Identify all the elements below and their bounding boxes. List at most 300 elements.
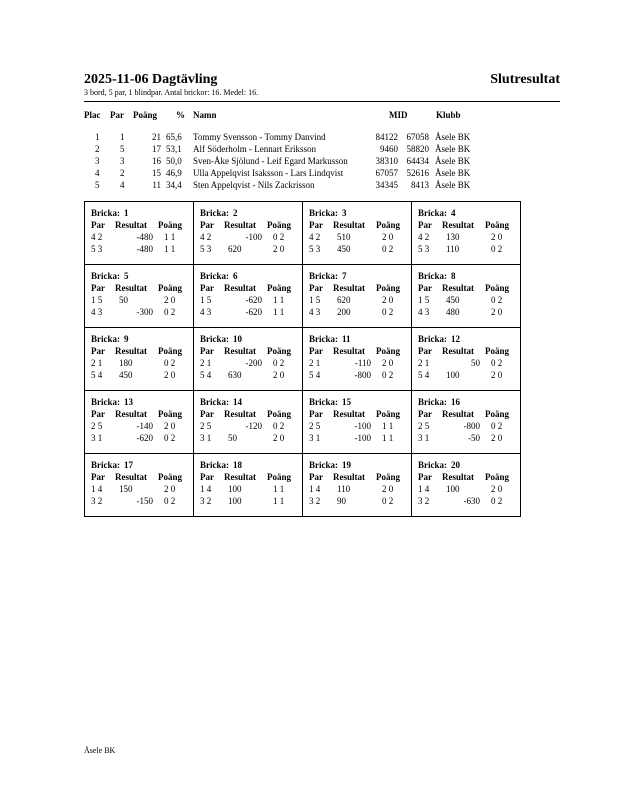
board-row-ew-result: -800 bbox=[463, 421, 480, 431]
footer-club: Åsele BK bbox=[84, 746, 116, 755]
board-row-par: 5 4 bbox=[309, 370, 321, 380]
result-par: 1 bbox=[120, 132, 125, 142]
result-par: 5 bbox=[120, 144, 125, 154]
result-mid-2: 67058 bbox=[406, 132, 429, 142]
board-col-poang: Poäng bbox=[267, 346, 292, 356]
board-number: 13 bbox=[124, 397, 133, 407]
board-row-par: 4 3 bbox=[418, 307, 430, 317]
board-label: Bricka: bbox=[91, 460, 120, 470]
board-row-par: 1 5 bbox=[309, 295, 321, 305]
board-row-par: 1 5 bbox=[91, 295, 103, 305]
board-row-ns-result: 130 bbox=[446, 232, 460, 242]
results-row bbox=[0, 168, 644, 180]
result-mid-2: 52616 bbox=[406, 168, 429, 178]
board-number: 7 bbox=[342, 271, 347, 281]
board-row-poang: 1 1 bbox=[164, 232, 176, 242]
result-mid-1: 38310 bbox=[375, 156, 398, 166]
board-card-10 bbox=[194, 328, 303, 391]
board-row-poang: 2 0 bbox=[164, 295, 176, 305]
result-pct: 53,1 bbox=[166, 144, 182, 154]
board-number: 5 bbox=[124, 271, 129, 281]
board-row-par: 5 4 bbox=[200, 370, 212, 380]
board-title bbox=[309, 208, 347, 218]
board-card-5 bbox=[85, 265, 194, 328]
result-mid-2: 8413 bbox=[411, 180, 429, 190]
board-col-par: Par bbox=[91, 409, 105, 419]
board-row-par: 4 2 bbox=[309, 232, 321, 242]
board-row-poang: 1 1 bbox=[164, 244, 176, 254]
board-col-resultat: Resultat bbox=[333, 346, 365, 356]
col-header-plac: Plac bbox=[84, 110, 101, 120]
board-card-12 bbox=[412, 328, 521, 391]
board-title bbox=[91, 208, 129, 218]
board-number: 8 bbox=[451, 271, 456, 281]
board-row-poang: 2 0 bbox=[491, 232, 503, 242]
board-card-20 bbox=[412, 454, 521, 517]
result-mid-2: 58820 bbox=[406, 144, 429, 154]
board-card-6 bbox=[194, 265, 303, 328]
result-poang: 17 bbox=[152, 144, 161, 154]
board-row-ew-result: -100 bbox=[354, 421, 371, 431]
board-title bbox=[309, 334, 351, 344]
board-row-ns-result: 620 bbox=[228, 244, 242, 254]
board-col-poang: Poäng bbox=[158, 409, 183, 419]
board-row-ns-result: 180 bbox=[119, 358, 133, 368]
board-row-ns-result: 450 bbox=[119, 370, 133, 380]
board-col-par: Par bbox=[309, 283, 323, 293]
results-row bbox=[0, 144, 644, 156]
board-col-poang: Poäng bbox=[267, 409, 292, 419]
board-title bbox=[91, 397, 133, 407]
board-row-par: 4 3 bbox=[309, 307, 321, 317]
board-number: 14 bbox=[233, 397, 242, 407]
result-par: 2 bbox=[120, 168, 125, 178]
board-row-ns-result: 200 bbox=[337, 307, 351, 317]
result-mid-1: 9460 bbox=[380, 144, 398, 154]
board-row-ew-result: -800 bbox=[354, 370, 371, 380]
board-row-poang: 1 1 bbox=[382, 421, 394, 431]
board-row-par: 2 1 bbox=[200, 358, 212, 368]
board-col-poang: Poäng bbox=[376, 472, 401, 482]
board-row-poang: 0 2 bbox=[382, 244, 394, 254]
board-col-resultat: Resultat bbox=[115, 220, 147, 230]
board-row-ew-result: -300 bbox=[136, 307, 153, 317]
board-card-2 bbox=[194, 202, 303, 265]
result-plac: 2 bbox=[95, 144, 100, 154]
results-row bbox=[0, 156, 644, 168]
board-row-par: 4 3 bbox=[200, 307, 212, 317]
board-row-ns-result: 50 bbox=[228, 433, 237, 443]
board-card-1 bbox=[85, 202, 194, 265]
result-name: Sten Appelqvist - Nils Zackrisson bbox=[193, 180, 315, 190]
board-label: Bricka: bbox=[200, 334, 229, 344]
board-row-ew-result: -480 bbox=[136, 232, 153, 242]
board-col-par: Par bbox=[418, 283, 432, 293]
board-row-ew-result: -110 bbox=[354, 358, 371, 368]
board-col-poang: Poäng bbox=[376, 283, 401, 293]
result-poang: 11 bbox=[152, 180, 161, 190]
board-row-poang: 2 0 bbox=[164, 421, 176, 431]
board-label: Bricka: bbox=[200, 460, 229, 470]
board-row-ns-result: 510 bbox=[337, 232, 351, 242]
board-col-poang: Poäng bbox=[485, 409, 510, 419]
board-row-par: 1 5 bbox=[418, 295, 430, 305]
board-col-resultat: Resultat bbox=[115, 346, 147, 356]
board-number: 17 bbox=[124, 460, 133, 470]
result-name: Sven-Åke Sjölund - Leif Egard Markusson bbox=[193, 156, 348, 166]
board-row-poang: 1 1 bbox=[273, 496, 285, 506]
board-row-ew-result: -50 bbox=[468, 433, 480, 443]
result-poang: 16 bbox=[152, 156, 161, 166]
board-col-par: Par bbox=[418, 472, 432, 482]
board-col-resultat: Resultat bbox=[224, 220, 256, 230]
board-row-ns-result: 100 bbox=[446, 484, 460, 494]
board-col-poang: Poäng bbox=[376, 220, 401, 230]
col-header-mid: MID bbox=[389, 110, 408, 120]
board-label: Bricka: bbox=[418, 334, 447, 344]
board-row-ns-result: 480 bbox=[446, 307, 460, 317]
board-title bbox=[418, 271, 456, 281]
result-pct: 34,4 bbox=[166, 180, 182, 190]
board-col-poang: Poäng bbox=[158, 220, 183, 230]
board-title bbox=[309, 397, 351, 407]
board-title bbox=[418, 460, 460, 470]
board-card-15 bbox=[303, 391, 412, 454]
board-row-ns-result: 110 bbox=[337, 484, 351, 494]
result-poang: 15 bbox=[152, 168, 161, 178]
board-row-par: 5 3 bbox=[309, 244, 321, 254]
board-row-ew-result: -120 bbox=[245, 421, 262, 431]
board-row-ew-result: -140 bbox=[136, 421, 153, 431]
board-card-18 bbox=[194, 454, 303, 517]
board-col-poang: Poäng bbox=[485, 283, 510, 293]
board-row-par: 4 2 bbox=[200, 232, 212, 242]
board-col-resultat: Resultat bbox=[115, 472, 147, 482]
board-col-par: Par bbox=[309, 346, 323, 356]
event-summary: 3 bord, 5 par, 1 blindpar. Antal brickor: 16. Medel: 16. bbox=[84, 88, 259, 97]
header-divider bbox=[84, 101, 560, 102]
board-row-ew-result: 50 bbox=[471, 358, 480, 368]
board-col-resultat: Resultat bbox=[333, 409, 365, 419]
result-poang: 21 bbox=[152, 132, 161, 142]
board-title bbox=[91, 460, 133, 470]
result-plac: 4 bbox=[95, 168, 100, 178]
board-col-par: Par bbox=[418, 409, 432, 419]
board-card-17 bbox=[85, 454, 194, 517]
board-col-par: Par bbox=[91, 472, 105, 482]
board-row-poang: 1 1 bbox=[382, 433, 394, 443]
board-row-poang: 0 2 bbox=[491, 421, 503, 431]
result-pct: 50,0 bbox=[166, 156, 182, 166]
board-row-poang: 0 2 bbox=[164, 358, 176, 368]
board-number: 9 bbox=[124, 334, 129, 344]
board-label: Bricka: bbox=[309, 397, 338, 407]
board-row-par: 5 4 bbox=[418, 370, 430, 380]
board-card-16 bbox=[412, 391, 521, 454]
board-row-ns-result: 110 bbox=[446, 244, 460, 254]
board-row-par: 2 1 bbox=[418, 358, 430, 368]
board-col-poang: Poäng bbox=[158, 472, 183, 482]
board-title bbox=[418, 208, 456, 218]
board-row-poang: 2 0 bbox=[164, 370, 176, 380]
board-col-par: Par bbox=[200, 346, 214, 356]
board-row-par: 5 3 bbox=[418, 244, 430, 254]
board-number: 10 bbox=[233, 334, 242, 344]
board-col-par: Par bbox=[200, 472, 214, 482]
board-title bbox=[418, 334, 460, 344]
board-col-poang: Poäng bbox=[376, 409, 401, 419]
board-card-13 bbox=[85, 391, 194, 454]
results-row bbox=[0, 132, 644, 144]
board-label: Bricka: bbox=[418, 397, 447, 407]
board-row-par: 3 1 bbox=[91, 433, 103, 443]
board-col-resultat: Resultat bbox=[333, 472, 365, 482]
page-title: 2025-11-06 Dagtävling bbox=[84, 72, 218, 87]
board-col-poang: Poäng bbox=[158, 283, 183, 293]
board-col-poang: Poäng bbox=[158, 346, 183, 356]
board-label: Bricka: bbox=[418, 460, 447, 470]
board-col-par: Par bbox=[91, 283, 105, 293]
board-col-poang: Poäng bbox=[485, 346, 510, 356]
board-row-poang: 0 2 bbox=[273, 421, 285, 431]
result-type-title: Slutresultat bbox=[490, 72, 560, 87]
board-row-ns-result: 150 bbox=[119, 484, 133, 494]
board-card-3 bbox=[303, 202, 412, 265]
board-row-ns-result: 450 bbox=[446, 295, 460, 305]
board-row-ew-result: -100 bbox=[245, 232, 262, 242]
board-col-par: Par bbox=[418, 220, 432, 230]
col-header-pct: % bbox=[176, 110, 185, 120]
board-row-poang: 2 0 bbox=[273, 433, 285, 443]
board-row-poang: 0 2 bbox=[491, 244, 503, 254]
board-row-par: 2 5 bbox=[418, 421, 430, 431]
board-title bbox=[91, 334, 129, 344]
board-row-par: 2 5 bbox=[91, 421, 103, 431]
board-title bbox=[200, 460, 242, 470]
board-col-poang: Poäng bbox=[485, 472, 510, 482]
result-plac: 5 bbox=[95, 180, 100, 190]
board-label: Bricka: bbox=[309, 208, 338, 218]
board-number: 15 bbox=[342, 397, 351, 407]
board-number: 18 bbox=[233, 460, 242, 470]
board-number: 1 bbox=[124, 208, 129, 218]
board-col-resultat: Resultat bbox=[442, 220, 474, 230]
board-row-poang: 2 0 bbox=[382, 484, 394, 494]
board-number: 20 bbox=[451, 460, 460, 470]
board-row-par: 3 1 bbox=[418, 433, 430, 443]
board-label: Bricka: bbox=[91, 271, 120, 281]
board-row-par: 3 1 bbox=[309, 433, 321, 443]
board-col-par: Par bbox=[200, 283, 214, 293]
board-label: Bricka: bbox=[309, 460, 338, 470]
board-row-poang: 2 0 bbox=[382, 232, 394, 242]
board-row-par: 4 2 bbox=[418, 232, 430, 242]
boards-grid bbox=[84, 201, 521, 517]
board-title bbox=[200, 397, 242, 407]
board-row-par: 2 1 bbox=[91, 358, 103, 368]
board-row-ns-result: 100 bbox=[446, 370, 460, 380]
board-row-ns-result: 450 bbox=[337, 244, 351, 254]
board-col-resultat: Resultat bbox=[224, 283, 256, 293]
board-label: Bricka: bbox=[200, 397, 229, 407]
board-number: 2 bbox=[233, 208, 238, 218]
board-row-par: 1 4 bbox=[91, 484, 103, 494]
board-label: Bricka: bbox=[309, 334, 338, 344]
board-number: 16 bbox=[451, 397, 460, 407]
board-title bbox=[200, 208, 238, 218]
board-row-poang: 2 0 bbox=[382, 295, 394, 305]
board-row-par: 3 2 bbox=[309, 496, 321, 506]
board-row-par: 2 5 bbox=[200, 421, 212, 431]
board-col-resultat: Resultat bbox=[224, 346, 256, 356]
board-card-19 bbox=[303, 454, 412, 517]
result-pct: 65,6 bbox=[166, 132, 182, 142]
board-row-ew-result: -620 bbox=[245, 307, 262, 317]
board-card-8 bbox=[412, 265, 521, 328]
board-row-poang: 2 0 bbox=[382, 358, 394, 368]
board-col-par: Par bbox=[418, 346, 432, 356]
result-club: Åsele BK bbox=[435, 156, 471, 166]
board-label: Bricka: bbox=[91, 334, 120, 344]
board-row-par: 4 2 bbox=[91, 232, 103, 242]
board-col-resultat: Resultat bbox=[442, 409, 474, 419]
board-row-poang: 0 2 bbox=[164, 307, 176, 317]
board-col-resultat: Resultat bbox=[224, 409, 256, 419]
board-row-poang: 2 0 bbox=[491, 370, 503, 380]
board-row-poang: 1 1 bbox=[273, 295, 285, 305]
board-row-ns-result: 100 bbox=[228, 496, 242, 506]
result-name: Tommy Svensson - Tommy Danvind bbox=[193, 132, 326, 142]
board-row-ew-result: -620 bbox=[136, 433, 153, 443]
board-row-ew-result: -620 bbox=[245, 295, 262, 305]
result-plac: 3 bbox=[95, 156, 100, 166]
result-plac: 1 bbox=[95, 132, 100, 142]
board-row-poang: 0 2 bbox=[382, 307, 394, 317]
board-number: 12 bbox=[451, 334, 460, 344]
board-row-par: 1 4 bbox=[418, 484, 430, 494]
board-col-poang: Poäng bbox=[376, 346, 401, 356]
board-card-9 bbox=[85, 328, 194, 391]
board-row-poang: 2 0 bbox=[164, 484, 176, 494]
result-club: Åsele BK bbox=[435, 180, 471, 190]
board-col-par: Par bbox=[309, 472, 323, 482]
board-row-par: 5 3 bbox=[91, 244, 103, 254]
board-row-poang: 0 2 bbox=[491, 496, 503, 506]
board-row-ns-result: 630 bbox=[228, 370, 242, 380]
board-row-par: 2 1 bbox=[309, 358, 321, 368]
results-row bbox=[0, 180, 644, 192]
board-col-resultat: Resultat bbox=[115, 283, 147, 293]
board-row-par: 1 5 bbox=[200, 295, 212, 305]
board-row-par: 5 3 bbox=[200, 244, 212, 254]
result-mid-1: 67057 bbox=[375, 168, 398, 178]
board-label: Bricka: bbox=[200, 271, 229, 281]
board-col-resultat: Resultat bbox=[115, 409, 147, 419]
board-row-par: 1 4 bbox=[200, 484, 212, 494]
board-row-poang: 2 0 bbox=[273, 370, 285, 380]
board-row-par: 3 2 bbox=[200, 496, 212, 506]
board-row-par: 2 5 bbox=[309, 421, 321, 431]
board-label: Bricka: bbox=[418, 208, 447, 218]
result-club: Åsele BK bbox=[435, 132, 471, 142]
board-row-poang: 0 2 bbox=[491, 295, 503, 305]
board-row-poang: 0 2 bbox=[382, 370, 394, 380]
board-label: Bricka: bbox=[200, 208, 229, 218]
board-row-ns-result: 50 bbox=[119, 295, 128, 305]
board-col-par: Par bbox=[309, 220, 323, 230]
board-row-poang: 0 2 bbox=[491, 358, 503, 368]
board-row-poang: 2 0 bbox=[491, 484, 503, 494]
board-row-poang: 0 2 bbox=[273, 358, 285, 368]
board-col-resultat: Resultat bbox=[442, 283, 474, 293]
board-number: 6 bbox=[233, 271, 238, 281]
col-header-par: Par bbox=[110, 110, 124, 120]
board-col-poang: Poäng bbox=[267, 472, 292, 482]
board-col-par: Par bbox=[200, 409, 214, 419]
board-row-poang: 2 0 bbox=[491, 307, 503, 317]
board-card-11 bbox=[303, 328, 412, 391]
board-row-poang: 2 0 bbox=[491, 433, 503, 443]
board-col-par: Par bbox=[309, 409, 323, 419]
board-col-resultat: Resultat bbox=[442, 346, 474, 356]
board-col-resultat: Resultat bbox=[333, 220, 365, 230]
board-label: Bricka: bbox=[91, 208, 120, 218]
board-number: 11 bbox=[342, 334, 351, 344]
board-row-par: 4 3 bbox=[91, 307, 103, 317]
board-col-resultat: Resultat bbox=[224, 472, 256, 482]
board-col-par: Par bbox=[91, 220, 105, 230]
board-row-ew-result: -480 bbox=[136, 244, 153, 254]
board-row-poang: 1 1 bbox=[273, 484, 285, 494]
board-number: 3 bbox=[342, 208, 347, 218]
board-row-poang: 1 1 bbox=[273, 307, 285, 317]
board-row-par: 3 1 bbox=[200, 433, 212, 443]
result-mid-1: 34345 bbox=[375, 180, 398, 190]
board-card-14 bbox=[194, 391, 303, 454]
col-header-namn: Namn bbox=[193, 110, 217, 120]
board-title bbox=[91, 271, 129, 281]
result-pct: 46,9 bbox=[166, 168, 182, 178]
board-row-par: 3 2 bbox=[418, 496, 430, 506]
board-row-poang: 2 0 bbox=[273, 244, 285, 254]
board-row-par: 1 4 bbox=[309, 484, 321, 494]
board-col-par: Par bbox=[200, 220, 214, 230]
board-row-poang: 0 2 bbox=[382, 496, 394, 506]
board-row-ns-result: 100 bbox=[228, 484, 242, 494]
board-row-poang: 0 2 bbox=[164, 433, 176, 443]
board-col-resultat: Resultat bbox=[442, 472, 474, 482]
board-title bbox=[418, 397, 460, 407]
board-col-poang: Poäng bbox=[485, 220, 510, 230]
result-name: Alf Söderholm - Lennart Eriksson bbox=[193, 144, 316, 154]
board-row-ew-result: -630 bbox=[463, 496, 480, 506]
board-label: Bricka: bbox=[91, 397, 120, 407]
board-row-ew-result: -100 bbox=[354, 433, 371, 443]
board-card-4 bbox=[412, 202, 521, 265]
result-par: 3 bbox=[120, 156, 125, 166]
board-title bbox=[309, 460, 351, 470]
result-par: 4 bbox=[120, 180, 125, 190]
board-label: Bricka: bbox=[418, 271, 447, 281]
board-number: 19 bbox=[342, 460, 351, 470]
board-col-poang: Poäng bbox=[267, 220, 292, 230]
result-mid-2: 64434 bbox=[406, 156, 429, 166]
board-label: Bricka: bbox=[309, 271, 338, 281]
board-row-ew-result: -150 bbox=[136, 496, 153, 506]
board-col-resultat: Resultat bbox=[333, 283, 365, 293]
board-number: 4 bbox=[451, 208, 456, 218]
board-row-ew-result: -200 bbox=[245, 358, 262, 368]
